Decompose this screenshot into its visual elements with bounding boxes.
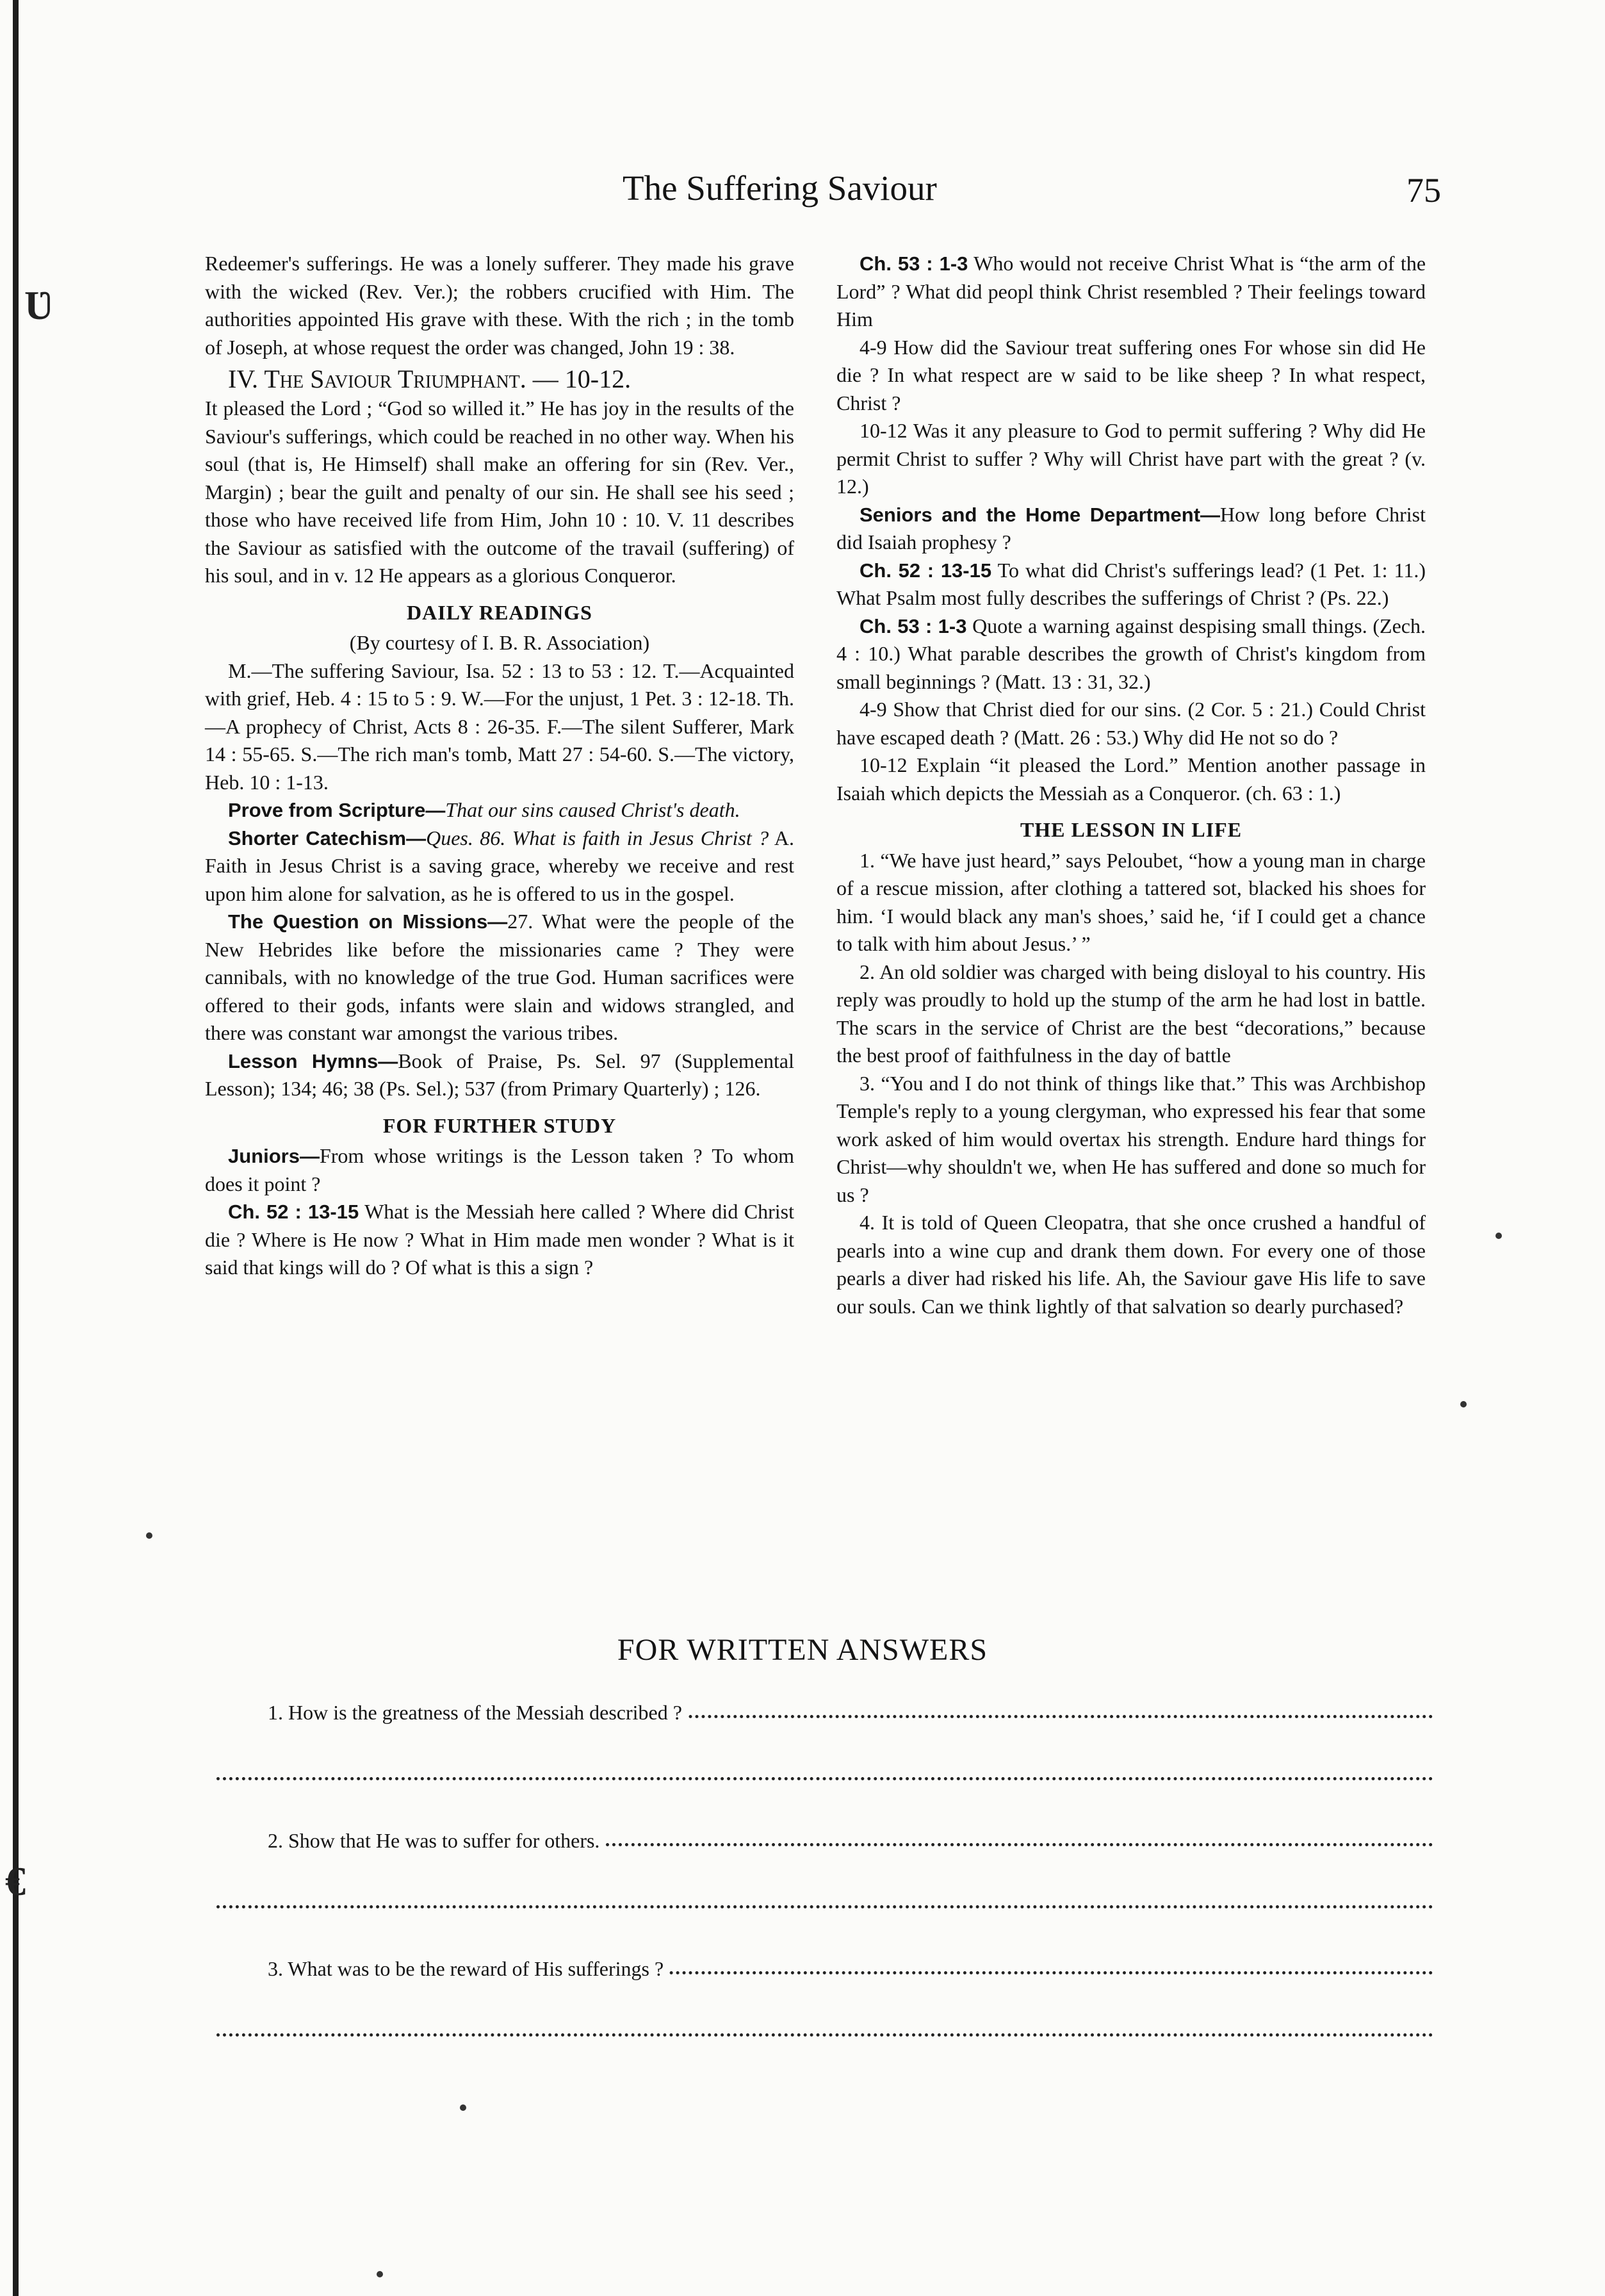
margin-mark-top: Ʋ — [24, 283, 51, 328]
lead-label: Ch. 52 : 13-15 — [228, 1201, 359, 1223]
lead-label: Prove from Scripture— — [228, 799, 446, 821]
written-question-3 — [268, 1957, 1433, 1981]
section-heading: FOR FURTHER STUDY — [382, 1113, 617, 1137]
paragraph-text: Book of Praise, Ps. Sel. 97 (Supplemental Lesson); 134; 46; 38 (Ps. Sel.); 537 (from Primary Quarterly) ; 126. — [205, 1049, 795, 1100]
stray-dot — [460, 2104, 466, 2111]
lead-label: Ch. 52 : 13-15 — [860, 559, 992, 582]
section-heading: IV. The Saviour Triumphant. — 10-12. — [228, 365, 631, 393]
stray-dot — [1460, 1401, 1467, 1407]
margin-mark-bottom: € — [5, 1858, 26, 1904]
paragraph: 10-12 Was it any pleasure to God to permit suffering ? Why did He permit Christ to suffer ? Why will Christ have part with the great ? (v. 12.) — [836, 419, 1426, 498]
paragraph: 2. An old soldier was charged with being disloyal to his country. His reply was proudly to hold up the stump of the arm he had lost in battle. The scars in the service of Christ are the best “decorations,” because the best proof of faithfulness in the day of battle — [836, 960, 1426, 1067]
paragraph: 3. “You and I do not think of things like that.” This was Archbishop Temple's reply to a young clergyman, who expressed his fear that some work asked of him would overtax his strength. Endure hard things for Christ—why shouldn't we, when He has suffered and done so much for us ? — [836, 1071, 1426, 1206]
paragraph-text: Quote a warning against despising small things. (Zech. 4 : 10.) What parable describes the growth of Christ's kingdom from small beginnings ? (Matt. 13 : 31, 32.) — [836, 614, 1426, 693]
paragraph: 1. “We have just heard,” says Peloubet, “how a young man in charge of a rescue mission, after clothing a tattered sot, blacked his shoes for him. ‘I would black any man's shoes,’ said he, ‘if I could get a chance to talk with him about Jesus.’ ” — [836, 848, 1426, 955]
page-header — [205, 168, 1441, 213]
paragraph — [205, 908, 794, 1047]
paragraph-text: To what did Christ's sufferings lead? (1 Pet. 1: 11.) What Psalm most fully describes the sufferings of Christ ? (Ps. 22.) — [836, 558, 1426, 609]
paragraph — [205, 1142, 794, 1198]
page-number: 75 — [1406, 171, 1441, 209]
paragraph: M.—The suffering Saviour, Isa. 52 : 13 to 53 : 12. T.—Acquainted with grief, Heb. 4 : 15 to 5 : 9. W.—For the unjust, 1 Pet. 3 : 12-18. Th.—A prophecy of Christ, Acts 8 : 26-35. F.—The silent Sufferer, Mark 14 : 55-65. S.—The rich man's tomb, Matt 27 : 54-60. S.—The victory, Heb. 10 : 1-13. — [205, 659, 794, 794]
answer-line[interactable] — [216, 1773, 1433, 1780]
paragraph — [205, 1198, 794, 1282]
lead-label: Seniors and the Home Department— — [860, 503, 1221, 526]
paragraph — [836, 501, 1426, 557]
paragraph — [205, 824, 794, 908]
written-question-2 — [268, 1829, 1433, 1853]
question-text: 2. Show that He was to suffer for others. — [268, 1829, 603, 1852]
paragraph: Redeemer's sufferings. He was a lonely sufferer. They made his grave with the wicked (Rev. Ver.); the robbers crucified with Him. The authorities appointed His grave with these. With the rich ; in the tomb of Joseph, at whose request the order was changed, John 19 : 38. — [205, 252, 794, 359]
paragraph — [205, 1047, 794, 1103]
right-column — [836, 250, 1426, 1320]
section-heading: THE LESSON IN LIFE — [1020, 818, 1242, 841]
written-answers-title: FOR WRITTEN ANSWERS — [617, 1633, 988, 1667]
catechism-question: Ques. 86. What is faith in Jesus Christ ? — [426, 826, 769, 849]
paragraph: 10-12 Explain “it pleased the Lord.” Mention another passage in Isaiah which depicts the Messiah as a Conqueror. (ch. 63 : 1.) — [836, 753, 1426, 805]
section-heading: DAILY READINGS — [407, 600, 592, 624]
paragraph — [836, 557, 1426, 612]
lead-label: Lesson Hymns— — [228, 1049, 398, 1072]
lead-label: Ch. 53 : 1-3 — [860, 614, 967, 637]
paragraph: 4. It is told of Queen Cleopatra, that she once crushed a handful of pearls into a wine cup and drank them down. For every one of those pearls a diver had risked his life. Ah, the Saviour gave His life to save our souls. Can we think lightly of that salvation so dearly purchased? — [836, 1211, 1426, 1318]
lead-label: The Question on Missions— — [228, 910, 508, 933]
page-binding-edge — [13, 0, 19, 2296]
lead-label: Juniors— — [228, 1145, 320, 1167]
running-title: The Suffering Saviour — [623, 168, 937, 208]
paragraph-text: That our sins caused Christ's death. — [445, 798, 740, 821]
paragraph: It pleased the Lord ; “God so willed it.” He has joy in the results of the Saviour's sufferings, which could be reached in no other way. When his soul (that is, He Himself) shall make an offering for sin (Rev. Ver., Margin) ; bear the guilt and penalty of our sin. He shall see his seed ; those who have received life from Him, John 10 : 10. V. 11 describes the Saviour as satisfied with the outcome of the travail (suffering) of his soul, and in v. 12 He appears as a glorious Conqueror. — [205, 397, 794, 587]
paragraph-text: What is the Messiah here called ? Where did Christ die ? Where is He now ? What in Him made men wonder ? What is it said that kings will do ? Of what is this a sign ? — [205, 1200, 794, 1279]
lead-label: Shorter Catechism— — [228, 826, 427, 849]
lead-label: Ch. 53 : 1-3 — [860, 252, 968, 275]
paragraph-text: How long before Christ did Isaiah prophesy ? — [836, 502, 1426, 554]
stray-dot — [146, 1532, 152, 1539]
stray-dot — [377, 2271, 383, 2277]
stray-dot — [1495, 1233, 1502, 1239]
paragraph-text: Who would not receive Christ What is “the arm of the Lord” ? What did peopl think Christ resembled ? Their feelings toward Him — [836, 252, 1426, 331]
paragraph: 4-9 Show that Christ died for our sins. (2 Cor. 5 : 21.) Could Christ have escaped death ? (Matt. 26 : 53.) Why did He not so do ? — [836, 698, 1426, 749]
paragraph: 4-9 How did the Saviour treat suffering ones For whose sin did He die ? In what respect are w said to be like sheep ? In what respect, Christ ? — [836, 335, 1426, 414]
answer-line[interactable] — [216, 1901, 1433, 1908]
written-question-1 — [268, 1701, 1433, 1725]
paragraph — [836, 250, 1426, 334]
paragraph-text: 27. What were the people of the New Hebrides like before the missionaries came ? They were cannibals, with no knowledge of the true God. Human sacrifices were offered to their gods, infants were slain and widows strangled, and there was constant war amongst the various tribes. — [205, 910, 795, 1044]
paragraph — [205, 796, 794, 824]
courtesy-note: (By courtesy of I. B. R. Association) — [349, 631, 650, 654]
paragraph-text: From whose writings is the Lesson taken ? To whom does it point ? — [205, 1144, 794, 1195]
question-text: 3. What was to be the reward of His sufferings ? — [268, 1957, 667, 1980]
paragraph — [836, 612, 1426, 696]
question-text: 1. How is the greatness of the Messiah described ? — [268, 1701, 686, 1724]
left-column — [205, 250, 794, 1282]
answer-line[interactable] — [216, 2030, 1433, 2037]
catechism-answer: A. Faith in Jesus Christ is a saving grace, whereby we receive and rest upon him alone for salvation, as he is offered to us in the gospel. — [205, 826, 795, 905]
